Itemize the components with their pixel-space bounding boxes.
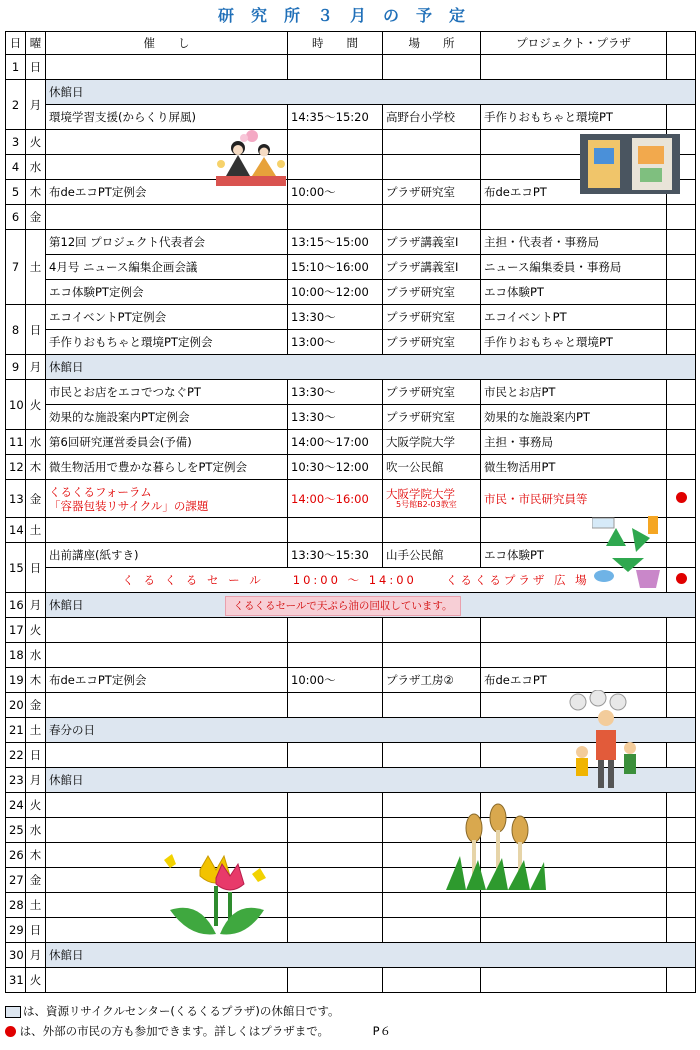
event-time: 15:10～16:00	[288, 255, 383, 280]
table-row	[6, 618, 696, 643]
day-of-week: 火	[26, 793, 46, 818]
header-row	[6, 32, 696, 55]
page-number: P６	[372, 1024, 392, 1038]
day-number: 2	[6, 80, 26, 130]
table-row	[6, 55, 696, 80]
table-row	[6, 818, 696, 843]
day-number: 21	[6, 718, 26, 743]
event-project: 主担・事務局	[481, 430, 667, 455]
tulip-illustration	[160, 850, 270, 942]
event-place: プラザ研究室	[383, 305, 481, 330]
day-of-week: 火	[26, 618, 46, 643]
hina-doll-illustration	[212, 128, 290, 190]
day-number: 22	[6, 743, 26, 768]
event-project: 布deエコPT	[481, 668, 667, 693]
header-time: 時 間	[288, 32, 383, 55]
day-number: 19	[6, 668, 26, 693]
event-time: 13:15～15:00	[288, 230, 383, 255]
event-project: 手作りおもちゃと環境PT	[481, 105, 667, 130]
page-title: 研究所３月の予定	[217, 6, 482, 25]
oil-collection-note: くるくるセールで天ぷら油の回収しています。	[225, 596, 461, 616]
day-of-week: 木	[26, 455, 46, 480]
table-row	[6, 943, 696, 968]
day-number: 28	[6, 893, 26, 918]
day-number: 8	[6, 305, 26, 355]
open-to-public-marker	[5, 1026, 16, 1037]
table-row	[6, 280, 696, 305]
day-of-week: 月	[26, 943, 46, 968]
event-place: プラザ工房②	[383, 668, 481, 693]
family-illustration	[568, 690, 646, 798]
event-project: エコイベントPT	[481, 305, 667, 330]
event-place: プラザ講義室Ⅰ	[383, 255, 481, 280]
day-number: 23	[6, 768, 26, 793]
event-project: 市民とお店PT	[481, 380, 667, 405]
day-of-week: 木	[26, 180, 46, 205]
day-of-week: 水	[26, 155, 46, 180]
event-project: 効果的な施設案内PT	[481, 405, 667, 430]
event-project: エコ体験PT	[481, 543, 667, 568]
day-of-week: 日	[26, 305, 46, 355]
table-row	[6, 255, 696, 280]
table-row	[6, 868, 696, 893]
event-time: 13:30～15:30	[288, 543, 383, 568]
event-name: 4月号 ニュース編集企画会議	[46, 255, 288, 280]
header-dow: 曜	[26, 32, 46, 55]
day-number: 4	[6, 155, 26, 180]
day-of-week: 金	[26, 693, 46, 718]
event-name: エコイベントPT定例会	[46, 305, 288, 330]
event-project: 市民・市民研究員等	[481, 480, 667, 518]
closed-label: 休館日	[46, 355, 696, 380]
closed-label: 休館日	[46, 943, 696, 968]
day-number: 31	[6, 968, 26, 993]
forum-title: くるくるフォーラム	[49, 484, 152, 499]
day-number: 5	[6, 180, 26, 205]
event-name: 布deエコPT定例会	[46, 180, 288, 205]
day-number: 25	[6, 818, 26, 843]
event-project: 布deエコPT	[481, 180, 667, 205]
event-name: 効果的な施設案内PT定例会	[46, 405, 288, 430]
footer-legend-closed	[5, 1003, 339, 1019]
closed-day-swatch	[5, 1006, 21, 1018]
event-time: 10:00～	[288, 668, 383, 693]
day-of-week: 水	[26, 818, 46, 843]
day-number: 16	[6, 593, 26, 618]
day-number: 11	[6, 430, 26, 455]
event-name: 出前講座(紙すき)	[46, 543, 288, 568]
open-to-public-marker	[676, 492, 687, 503]
event-project: 主担・代表者・事務局	[481, 230, 667, 255]
event-place: プラザ研究室	[383, 405, 481, 430]
table-row	[6, 918, 696, 943]
day-of-week: 日	[26, 55, 46, 80]
table-row	[6, 668, 696, 693]
event-time: 10:00～	[288, 180, 383, 205]
event-name: 手作りおもちゃと環境PT定例会	[46, 330, 288, 355]
day-number: 20	[6, 693, 26, 718]
event-name: 第6回研究運営委員会(予備)	[46, 430, 288, 455]
header-mark	[667, 32, 696, 55]
day-of-week: 月	[26, 355, 46, 380]
event-project: ニュース編集委員・事務局	[481, 255, 667, 280]
closed-label: 春分の日	[46, 718, 696, 743]
event-time: 14:00～16:00	[288, 480, 383, 518]
table-row	[6, 105, 696, 130]
day-number: 18	[6, 643, 26, 668]
event-time: 10:00～12:00	[288, 280, 383, 305]
table-row	[6, 968, 696, 993]
day-of-week: 土	[26, 518, 46, 543]
event-place: 山手公民館	[383, 543, 481, 568]
day-number: 17	[6, 618, 26, 643]
place-room: 5号館B2-03教室	[396, 500, 457, 509]
footer-legend-public	[5, 1023, 391, 1039]
day-of-week: 月	[26, 768, 46, 793]
day-of-week: 土	[26, 893, 46, 918]
table-row	[6, 330, 696, 355]
day-number: 15	[6, 543, 26, 593]
event-time: 10:30～12:00	[288, 455, 383, 480]
tsukushi-illustration	[446, 800, 546, 892]
closed-label: 休館日	[46, 593, 696, 618]
table-row	[6, 230, 696, 255]
day-number: 1	[6, 55, 26, 80]
closed-label: 休館日	[46, 80, 696, 105]
event-place: 吹一公民館	[383, 455, 481, 480]
day-of-week: 日	[26, 543, 46, 593]
day-number: 9	[6, 355, 26, 380]
header-event: 催 し	[46, 32, 288, 55]
event-time: 14:35～15:20	[288, 105, 383, 130]
day-number: 30	[6, 943, 26, 968]
table-row	[6, 80, 696, 105]
day-number: 13	[6, 480, 26, 518]
day-of-week: 金	[26, 205, 46, 230]
event-name: 環境学習支援(からくり屏風)	[46, 105, 288, 130]
event-place: プラザ研究室	[383, 330, 481, 355]
day-of-week: 水	[26, 643, 46, 668]
event-name: エコ体験PT定例会	[46, 280, 288, 305]
event-name	[46, 480, 288, 518]
event-name: 第12回 プロジェクト代表者会	[46, 230, 288, 255]
day-of-week: 火	[26, 130, 46, 155]
day-number: 27	[6, 868, 26, 893]
event-time: 14:00～17:00	[288, 430, 383, 455]
day-number: 10	[6, 380, 26, 430]
day-of-week: 木	[26, 668, 46, 693]
day-number: 7	[6, 230, 26, 305]
table-row	[6, 405, 696, 430]
forum-subtitle: 「容器包装リサイクル」の課題	[49, 498, 209, 513]
header-place: 場 所	[383, 32, 481, 55]
event-time: 13:00～	[288, 330, 383, 355]
event-time: 13:30～	[288, 380, 383, 405]
day-number: 6	[6, 205, 26, 230]
legend-public-text: は、外部の市民の方も参加できます。詳しくはプラザまで。	[19, 1024, 330, 1038]
day-number: 12	[6, 455, 26, 480]
day-of-week: 水	[26, 430, 46, 455]
table-row	[6, 893, 696, 918]
day-of-week: 火	[26, 968, 46, 993]
day-number: 14	[6, 518, 26, 543]
table-row	[6, 380, 696, 405]
event-time: 13:30～	[288, 305, 383, 330]
event-project: エコ体験PT	[481, 280, 667, 305]
event-name: 布deエコPT定例会	[46, 668, 288, 693]
day-number: 26	[6, 843, 26, 868]
day-of-week: 日	[26, 743, 46, 768]
day-of-week: 日	[26, 918, 46, 943]
event-project: 手作りおもちゃと環境PT	[481, 330, 667, 355]
event-project: 微生物活用PT	[481, 455, 667, 480]
day-of-week: 月	[26, 593, 46, 618]
place-name: 大阪学院大学	[386, 487, 455, 501]
table-row	[6, 355, 696, 380]
closed-label: 休館日	[46, 768, 696, 793]
day-of-week: 火	[26, 380, 46, 430]
table-row	[6, 455, 696, 480]
table-row	[6, 205, 696, 230]
day-of-week: 金	[26, 480, 46, 518]
table-row	[6, 843, 696, 868]
event-name: 微生物活用で豊かな暮らしをPT定例会	[46, 455, 288, 480]
day-of-week: 金	[26, 868, 46, 893]
header-day: 日	[6, 32, 26, 55]
karakuri-photo-illustration	[580, 134, 680, 194]
day-number: 24	[6, 793, 26, 818]
day-of-week: 土	[26, 718, 46, 743]
day-number: 3	[6, 130, 26, 155]
event-name: 市民とお店をエコでつなぐPT	[46, 380, 288, 405]
event-place: 大阪学院大学	[383, 430, 481, 455]
event-time: 13:30～	[288, 405, 383, 430]
open-to-public-marker	[676, 573, 687, 584]
event-place: 高野台小学校	[383, 105, 481, 130]
table-row	[6, 643, 696, 668]
event-place	[383, 480, 481, 518]
recycle-illustration	[592, 512, 664, 588]
event-place: プラザ研究室	[383, 180, 481, 205]
legend-closed-text: は、資源リサイクルセンター(くるくるプラザ)の休館日です。	[23, 1004, 340, 1018]
table-row	[6, 430, 696, 455]
day-of-week: 木	[26, 843, 46, 868]
event-place: プラザ研究室	[383, 380, 481, 405]
day-number: 29	[6, 918, 26, 943]
event-place: プラザ研究室	[383, 280, 481, 305]
kurukuru-sale: く る く る セ ー ル 10:00 ～ 14:00 くるくるプラザ 広 場	[46, 568, 667, 593]
day-of-week: 月	[26, 80, 46, 130]
event-place: プラザ講義室Ⅰ	[383, 230, 481, 255]
day-of-week: 土	[26, 230, 46, 305]
table-row	[6, 305, 696, 330]
header-project: プロジェクト・プラザ	[481, 32, 667, 55]
